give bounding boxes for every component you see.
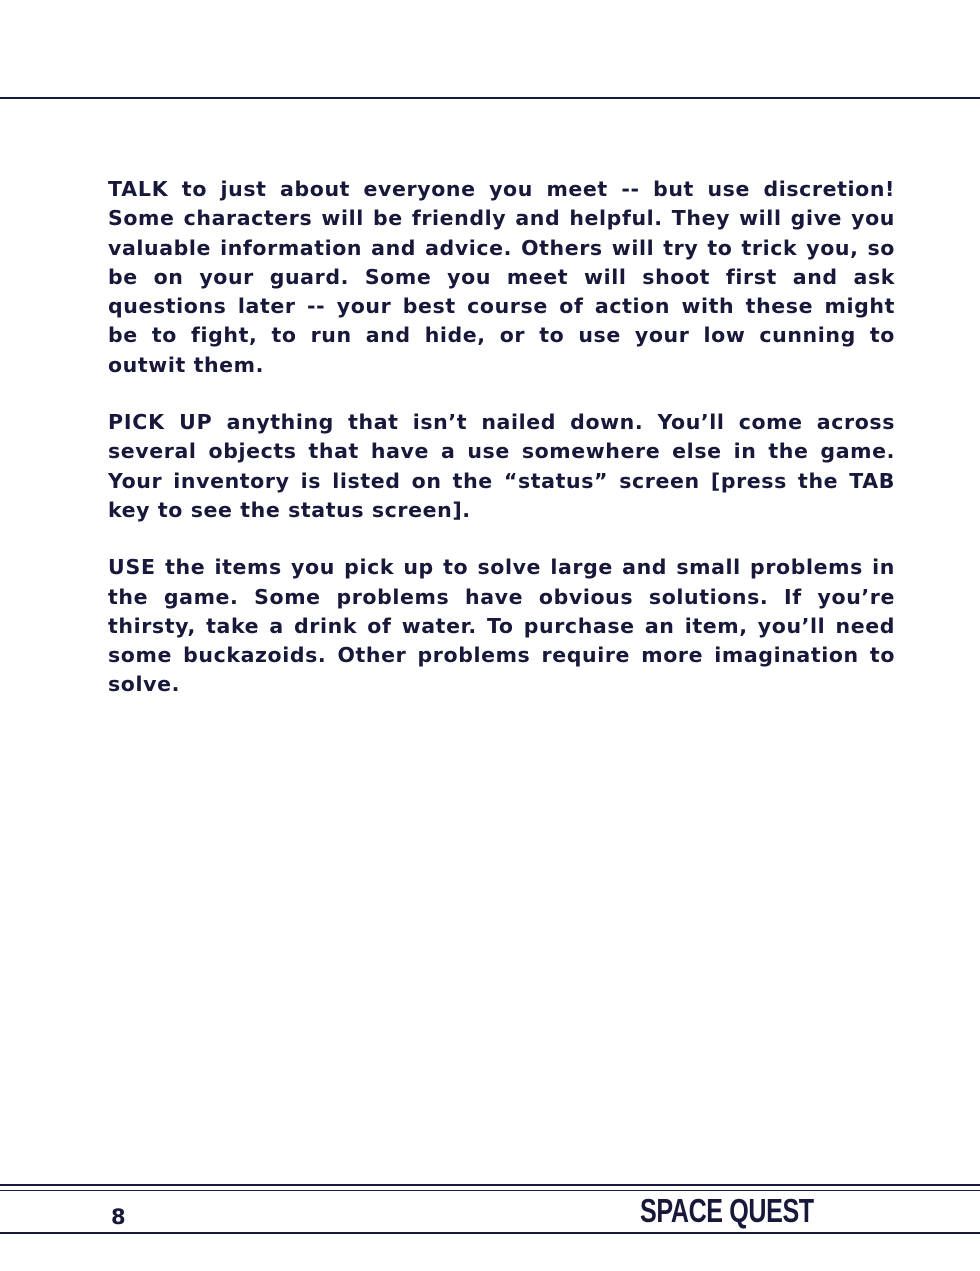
paragraph-talk <box>108 175 895 380</box>
keyword-use: USE <box>108 555 156 580</box>
paragraph-use <box>108 553 895 699</box>
manual-body <box>108 175 895 728</box>
page-number: 8 <box>111 1205 126 1229</box>
footer-rule-lower <box>0 1190 980 1191</box>
paragraph-pick-up <box>108 408 895 525</box>
paragraph-pick-up-text: anything that isn’t nailed down. You’ll come across several objects that have a use somewhere else in the game. Your inventory is listed on the “status” screen [press the TAB key to see the status screen]. <box>108 410 895 522</box>
running-title: SPACE QUEST <box>640 1192 814 1229</box>
bottom-rule <box>0 1232 980 1234</box>
paragraph-use-text: the items you pick up to solve large and small problems in the game. Some problems have obvious solutions. If you’re thirsty, take a drink of water. To purchase an item, you’ll need some buckazoids. Other problems require more imagination to solve. <box>108 555 895 697</box>
header-rule <box>0 97 980 99</box>
footer-rule-upper <box>0 1184 980 1186</box>
keyword-talk: TALK <box>108 177 169 201</box>
paragraph-talk-text: to just about everyone you meet -- but use discretion! Some characters will be friendly and helpful. They will give you valuable information and advice. Others will try to trick you, so be on your guard. Some you meet will shoot first and ask questions later -- your best course of action with these might be to fight, to run and hide, or to use your low cunning to outwit them. <box>108 177 895 377</box>
keyword-pick-up: PICK UP <box>108 410 213 435</box>
